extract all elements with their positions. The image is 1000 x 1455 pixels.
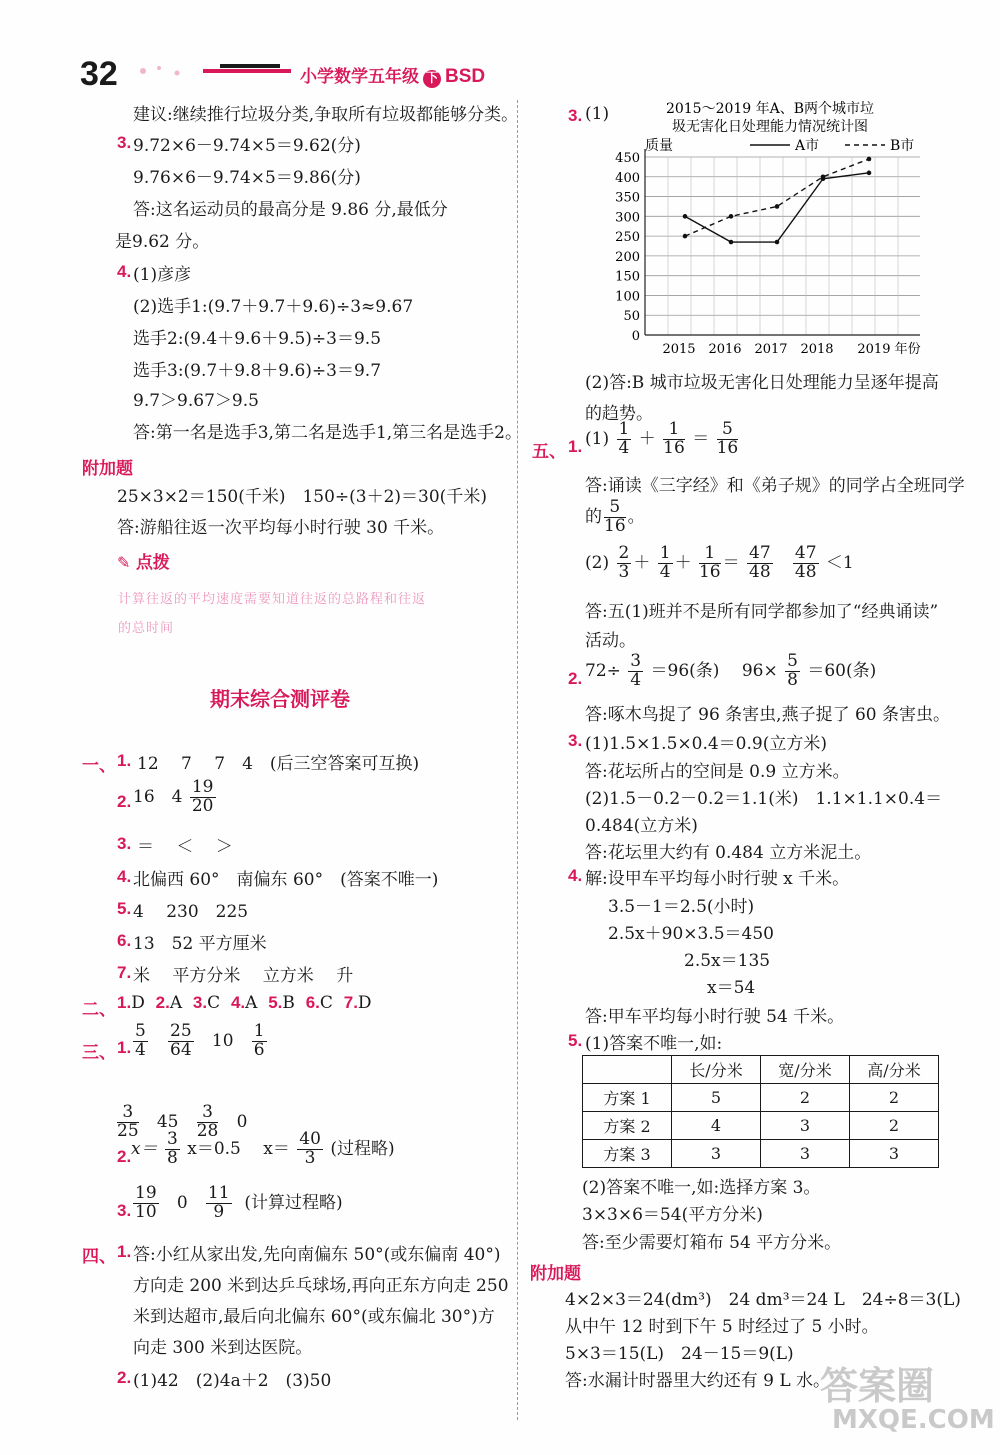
series-line-b [685,159,869,236]
table-header-row [583,1056,939,1084]
p2-q4-answer: A [245,993,258,1013]
part3-label: 三、 [82,1043,116,1062]
left-bonus-answer: 答:游船往返一次平均每小时行驶 30 千米。 [117,518,445,538]
right-bonus-line3: 5×3＝15(L) 24－15＝9(L) [565,1344,794,1364]
q4-number: 4. [117,262,132,281]
numerator: 5 [717,421,739,440]
numerator: 3 [117,1104,139,1123]
numerator: 3 [167,1129,178,1149]
p5-q2-calc [585,653,876,690]
p1-q7-number: 7. [117,963,132,982]
numerator: 3 [630,651,642,671]
watermark-url: MXQE.COM [832,1405,995,1435]
denominator: 4 [135,1039,146,1060]
table-row [583,1112,939,1140]
x-tick-label: 2019 年份 [857,342,921,357]
fraction [785,653,800,690]
y-tick-label: 200 [615,249,640,265]
numerator: 25 [170,1021,192,1041]
p5-q5-number: 5. [568,1031,583,1050]
plan-table [582,1055,939,1168]
legend-label: B市 [890,138,915,154]
numerator: 11 [207,1183,230,1203]
p1-q2-fraction [190,779,216,816]
y-tick-label: 0 [631,329,640,344]
chart-grid [645,157,920,335]
numerator: 19 [135,1183,157,1203]
text: x＝ [131,1138,158,1159]
watermark-logo: 答案圈 [820,1364,935,1408]
line-chart [600,95,940,357]
legend-label: A市 [795,138,820,154]
p1-q6-answer: 13 52 平方厘米 [133,934,267,954]
numerator: 5 [787,651,798,671]
fraction [717,421,739,458]
denominator: 10 [135,1201,157,1222]
chart-title-line1: 2015～2019 年A、B两个城市垃 [665,101,875,117]
p1-q2-answer [133,779,218,816]
data-point [821,174,826,179]
p5-q1-b-answer-1: 答:五(1)班并不是所有同学都参加了“经典诵读” [585,602,939,622]
p5-q1-number: 1. [568,437,583,456]
x-tick-label: 2018 [800,342,834,357]
denominator: 64 [170,1039,192,1060]
p1-q5-answer: 4 230 225 [133,902,249,922]
p2-q4-number: 4. [230,993,246,1012]
chart-legend [750,138,914,154]
p4-q1-line3: 米到达超市,最后向北偏东 60°(或东偏北 30°)方 [133,1307,495,1327]
p5-q3-line1: (1)1.5×1.5×0.4＝0.9(立方米) [585,734,827,754]
text: ＝96(条) 96× [650,660,778,681]
table-header-cell [583,1056,672,1084]
fraction [165,1131,180,1168]
denominator: 20 [191,795,214,816]
denominator: 8 [787,669,798,690]
value: 45 [156,1111,179,1132]
p5-q4-line3: 2.5x＋90×3.5＝450 [608,924,774,944]
chart-series [683,157,872,245]
text: (1) [585,428,610,449]
right-bonus-title: 附加题 [530,1264,581,1284]
denominator: 4 [659,561,671,582]
p1-q4-number: 4. [117,867,132,886]
p3-q3-answer [131,1185,343,1222]
fraction [747,545,773,582]
p1-q3-number: 3. [117,834,132,853]
p5-q4-line4: 2.5x＝135 [684,951,771,971]
fraction [252,1023,267,1060]
denominator: 25 [117,1120,139,1141]
denominator: 48 [794,561,817,582]
p1-q4-answer: 北偏西 60° 南偏东 60° (答案不唯一) [133,870,439,890]
p3-q2-number: 2. [117,1147,132,1166]
table-cell: 方案 2 [583,1112,672,1140]
q3-answer-1: 答:这名运动员的最高分是 9.86 分,最低分 [133,200,448,220]
data-point [683,234,688,239]
p3-q1-row1 [131,1023,269,1060]
p5-q1-part2: (2) $\frac{2}{3}$ ＋ $\frac{1}{4}$ ＋ $\frac{1}{16}$ ＝ $\frac{47}{48}$ $\frac{47}{48}$ ＜1 [585,543,854,582]
numerator: 2 [618,543,630,563]
table-row [583,1084,939,1112]
p1-q2-text: 16 4 [133,786,183,807]
page-number: 32 [80,55,118,93]
r-q3-part: (1) [585,104,610,124]
grade-mark-badge: 下 [423,70,441,88]
y-tick-label: 300 [615,210,640,226]
table-cell: 3 [761,1140,850,1168]
p2-q6-answer: C [319,993,333,1013]
p1-q6-number: 6. [117,931,132,950]
p5-q5-line2: (2)答案不唯一,如:选择方案 3。 [582,1178,821,1198]
fraction [604,499,626,536]
part4-label: 四、 [82,1247,116,1266]
right-bonus-line1: 4×2×3＝24(dm³) 24 dm³＝24 L 24÷8＝3(L) [565,1290,961,1310]
p1-q5-number: 5. [117,899,132,918]
numerator: 19 [191,777,214,797]
p5-q3-line5: 答:花坛里大约有 0.484 立方米泥土。 [585,843,872,863]
table-header-cell: 宽/分米 [761,1056,850,1084]
p5-q2-number: 2. [568,669,583,688]
fraction [133,1185,159,1222]
denominator: 16 [716,437,739,458]
p5-q1-answer-1: 答:诵读《三字经》和《弟子规》的同学占全班同学 [585,476,965,496]
operator: ＝ [692,428,710,449]
p4-q1-line4: 向走 300 米到达医院。 [133,1338,313,1358]
numerator: 5 [604,499,626,518]
denominator: 4 [618,437,630,458]
p5-q1-answer-2 [585,499,645,536]
left-bonus-calc: 25×3×2＝150(千米) 150÷(3＋2)＝30(千米) [117,487,487,507]
p1-q1-number: 1. [117,751,132,770]
numerator: 5 [135,1021,146,1041]
table-row [583,1140,939,1168]
p5-q2-answer: 答:啄木鸟捉了 96 条害虫,燕子捉了 60 条害虫。 [585,705,951,725]
numerator: 1 [699,545,721,564]
text: (计算过程略) [244,1192,343,1213]
text: ＜1 [825,552,854,573]
value: 0 [176,1192,188,1213]
denominator: 16 [698,561,721,582]
denominator: 6 [253,1039,265,1060]
y-tick-label: 50 [623,309,640,325]
right-bonus-line2: 从中午 12 时到下午 5 时经过了 5 小时。 [565,1317,879,1337]
p5-q3-number: 3. [568,731,583,750]
part2-answers [117,993,372,1013]
text: ＝60(条) [807,660,877,681]
p1-q2-number: 2. [117,792,132,811]
y-tick-label: 100 [615,289,640,305]
denominator: 16 [604,515,626,536]
p2-q3-number: 3. [192,993,208,1012]
table-cell: 5 [672,1084,761,1112]
part2-label: 二、 [82,1000,116,1019]
x-tick-label: 2017 [754,342,788,357]
text: (2) [585,552,610,573]
text: (过程略) [330,1138,395,1159]
denominator: 8 [167,1147,178,1168]
denominator: 16 [663,437,685,458]
p4-q1-line2: 方向走 200 米到达乒乓球场,再向正东方向走 250 [133,1276,509,1296]
p2-q1-answer: D [131,993,145,1013]
tip-line-1: 计算往返的平均速度需要知道往返的总路程和往返 [118,592,427,607]
denominator: 4 [630,669,642,690]
p5-q4-line5: x＝54 [707,978,756,998]
header-brand-logo [125,62,295,80]
p5-q1-part1 [585,421,740,458]
fraction [206,1185,232,1222]
section-title: 期末综合测评卷 [210,687,350,711]
p4-q1-number: 1. [117,1242,132,1261]
operator: ＋ [638,428,656,449]
p5-q1-b-answer-2: 活动。 [585,631,636,651]
table-cell: 方案 3 [583,1140,672,1168]
y-tick-label: 250 [615,230,640,246]
value: 10 [211,1030,234,1051]
numerator: 40 [299,1129,321,1149]
numerator: 1 [659,543,671,563]
fraction [793,545,819,582]
fraction [133,1023,148,1060]
numerator: 1 [663,421,685,440]
data-point [867,157,872,162]
table-cell: 方案 1 [583,1084,672,1112]
p2-q5-number: 5. [268,993,283,1012]
y-axis-label: 质量 [645,138,673,154]
data-point [729,214,734,219]
p1-q1-answer: 12 7 7 4 (后三空答案可互换) [137,754,420,774]
p5-q4-number: 4. [568,866,583,885]
value: 0 [236,1111,248,1132]
denominator: 48 [749,561,771,582]
p1-q7-answer: 米 平方分米 立方米 升 [133,966,354,986]
fraction [168,1023,194,1060]
p3-q1-number: 1. [117,1038,132,1057]
tip-heading [117,548,170,573]
numerator: 3 [197,1104,219,1123]
p5-q5-line1: (1)答案不唯一,如: [585,1034,723,1054]
fraction [658,545,673,582]
data-point [867,171,872,176]
denominator: 3 [618,561,630,582]
numerator: 1 [253,1021,265,1041]
p2-q1-number: 1. [117,993,132,1012]
part1-label: 一、 [82,756,116,775]
y-tick-label: 350 [615,190,640,206]
header-subject [300,62,485,88]
fraction [699,545,721,582]
q3-line-1: 9.72×6－9.74×5＝9.62(分) [133,136,361,156]
left-bonus-title: 附加题 [82,459,133,479]
p5-q4-answer: 答:甲车平均每小时行驶 54 千米。 [585,1007,845,1027]
data-point [775,204,780,209]
p5-q3-line3: (2)1.5－0.2－0.2＝1.1(米) 1.1×1.1×0.4＝ [585,789,943,809]
q4-part-1: (1)彦彦 [133,265,192,285]
data-point [729,240,734,245]
q4-player-2: 选手2:(9.4＋9.6＋9.5)÷3＝9.5 [133,329,382,349]
table-cell: 2 [850,1084,939,1112]
fraction [617,421,632,458]
p2-q5-answer: B [282,993,295,1013]
denominator: 3 [304,1147,316,1168]
p5-q5-line3: 3×3×6＝54(平方分米) [582,1205,763,1225]
table-cell: 3 [850,1140,939,1168]
denominator: 9 [213,1201,225,1222]
table-header-cell: 长/分米 [672,1056,761,1084]
q3-answer-2: 是9.62 分。 [115,232,210,252]
p3-q2-answer [131,1131,395,1168]
p1-q3-answer: ＝ ＜ ＞ [137,837,233,857]
p5-q3-line4: 0.484(立方米) [585,816,698,836]
y-tick-label: 400 [615,170,640,186]
p5-q3-line2: 答:花坛所占的空间是 0.9 立方米。 [585,762,850,782]
table-cell: 3 [761,1112,850,1140]
numerator: 47 [749,543,771,563]
r-q3-number: 3. [568,106,583,125]
table-cell: 2 [761,1084,850,1112]
p5-q5-answer: 答:至少需要灯箱布 54 平方分米。 [582,1233,842,1253]
text: 72÷ [585,660,621,681]
p2-q7-answer: D [357,993,372,1013]
fraction [663,421,685,458]
fraction [628,653,643,690]
p2-q2-number: 2. [155,993,170,1012]
p2-q3-answer: C [207,993,221,1013]
subject-name: 小学数学五年级 [300,67,419,87]
q4-compare: 9.7＞9.67＞9.5 [133,391,259,411]
y-tick-label: 150 [615,269,640,285]
tip-line-2: 的总时间 [118,621,175,636]
fraction [617,545,632,582]
p2-q6-number: 6. [305,993,320,1012]
table-header-cell: 高/分米 [850,1056,939,1084]
p2-q2-answer: A [169,993,183,1013]
right-bonus-answer: 答:水漏计时器里大约还有 9 L 水。 [565,1371,831,1391]
p2-q7-number: 7. [343,993,358,1012]
p4-q2-number: 2. [117,1368,132,1387]
data-point [683,214,688,219]
p5-q4-line2: 3.5－1＝2.5(小时) [608,897,755,917]
q4-player-1: (2)选手1:(9.7＋9.7＋9.6)÷3≈9.67 [133,297,414,317]
p3-q3-number: 3. [117,1201,132,1220]
r-q3-answer-1: (2)答:B 城市垃圾无害化日处理能力呈逐年提高 [585,373,939,393]
p4-q1-line1: 答:小红从家出发,先向南偏东 50°(或东偏南 40°) [133,1245,501,1265]
denominator: 28 [196,1120,219,1141]
q4-player-3: 选手3:(9.7＋9.8＋9.6)÷3＝9.7 [133,361,382,381]
column-divider [517,100,518,1420]
p4-q2-answer: (1)42 (2)4a＋2 (3)50 [133,1371,332,1391]
text: x＝0.5 x＝ [187,1138,290,1159]
table-cell: 4 [672,1112,761,1140]
q4-answer: 答:第一名是选手3,第二名是选手1,第三名是选手2。 [133,423,522,443]
table-cell: 3 [672,1140,761,1168]
q3-line-2: 9.76×6－9.74×5＝9.86(分) [133,168,361,188]
text: 的 [585,506,602,527]
text: 。 [627,506,645,527]
x-tick-label: 2016 [708,342,742,357]
fraction [297,1131,323,1168]
r-q3-answer-2: 的趋势。 [585,404,653,424]
pencil-icon: ✎ [117,553,131,572]
chart-title-line2: 圾无害化日处理能力情况统计图 [672,119,868,135]
q3-number: 3. [117,133,132,152]
left-line-suggestion: 建议:继续推行垃圾分类,争取所有垃圾都能够分类。 [133,105,519,125]
x-tick-label: 2015 [662,342,696,357]
data-point [775,240,780,245]
numerator: 47 [794,543,817,563]
p5-q4-line1: 解:设甲车平均每小时行驶 x 千米。 [585,869,850,889]
table-cell: 2 [850,1112,939,1140]
y-tick-label: 450 [615,151,640,166]
part5-label: 五、 [532,442,566,461]
tip-title: 点拨 [135,553,170,573]
edition-label: BSD [445,66,486,87]
numerator: 1 [618,419,630,439]
